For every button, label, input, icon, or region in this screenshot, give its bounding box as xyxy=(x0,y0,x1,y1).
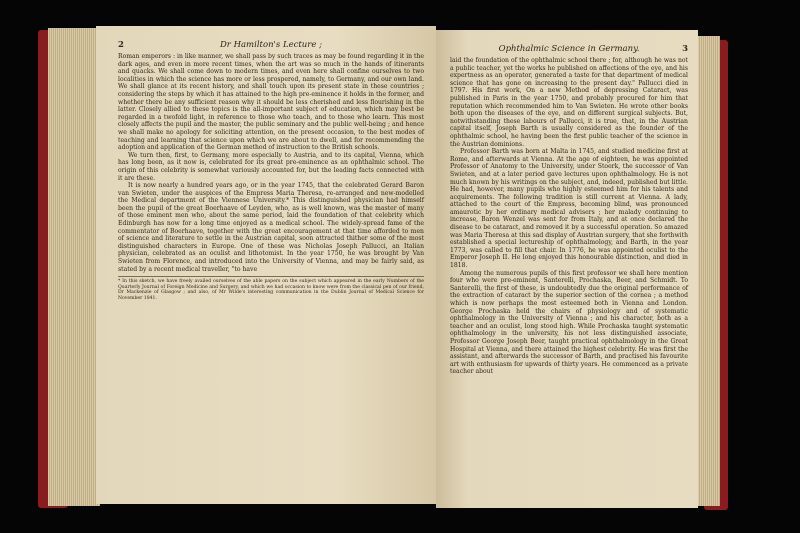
right-body-text xyxy=(450,57,688,376)
left-running-head xyxy=(118,40,424,50)
left-page xyxy=(96,26,436,504)
page-edges-left xyxy=(48,28,100,506)
open-book xyxy=(38,24,728,509)
paragraph: Among the numerous pupils of this first professor we shall here mention four who were pre-eminent, Santerelli, Prochaska, Beer, and Schmidt. To Santerelli, the first of these, is undoubtedly due the original performance of the extraction of cataract by the superior section of the cornea ; a method which is now perhaps the most esteemed both in Vienna and London. George Prochaska held the chairs of physiology and of systematic ophthalmology in the University of Vienna ; and his character, both as a teacher and an oculist, long stood high. While Prochaska taught systematic ophthalmology in the university, his not less distinguished associate, Professor George Joseph Beer, taught practical ophthalmology in the Great Hospital at Vienna, and there attained the highest celebrity. He was first the assistant, and afterwards the successor of Barth, and practised his favourite art with enthusiasm for upwards of thirty years. He commenced as a private teacher about xyxy=(450,269,688,376)
paragraph: Roman emperors : in like manner, we shall pass by such traces as may be found regarding it in the dark ages, and even in more recent times, when the art was so much in the hands of itinerants and quacks. We shall come down to modern times, and even here shall confine ourselves to two localities in which the science has more or less prospered, namely, to Germany, and our own land. We shall glance at its recent history, and shall touch upon its present state in these countries ; considering the steps by which it has attained to the high pre-eminence it holds in the former, and whether there be any sufficient reason why it should be less cherished and less flourishing in the latter. Closely allied to these topics is the all-important subject of education, which may best be regarded in a twofold light, in reference to those who teach, and to those who learn. This most closely affects the pupil and the master, the public seminary and the public well-being ; and hence we shall make no apology for soliciting attention, on the present occasion, to the best modes of teaching and learning that science upon which we are about to dwell, and for recommending the adoption and application of the German method of instruction to the British schools. xyxy=(118,53,424,152)
right-page xyxy=(436,30,698,508)
right-head-title: Ophthalmic Science in Germany. xyxy=(498,44,640,54)
paragraph: We turn then, first, to Germany, more especially to Austria, and to its capital, Vienna, which has long been, as it now is, celebrated for its great pre-eminence as an ophthalmic school. The origin of this celebrity is somewhat variously accounted for, but the leading facts connected with it are these. xyxy=(118,151,424,182)
right-running-head xyxy=(450,44,688,54)
left-body-text xyxy=(118,53,424,273)
paragraph: It is now nearly a hundred years ago, or in the year 1745, that the celebrated Gerard Baron van Swieten, under the auspices of the Empress Maria Theresa, re-arranged and new-modelled the Medical department of the Viennese University.* This distinguished physician had himself been the pupil of the great Boerhaave of Leyden, who, as is well known, was the master of many of those eminent men who, about the same period, laid the foundation of that celebrity which Edinburgh has now for a long time enjoyed as a medical school. The widely-spread fame of the commentator of Boerhaave, together with the great encouragement at that time afforded to men of science and literature to settle in the Austrian capital, soon attracted thither some of the most distinguished characters in Europe. One of these was Nicholas Joseph Pallucci, an Italian physician, celebrated as an oculist and lithotomist. In the year 1750, he was brought by Van Swieten from Florence, and introduced into the University of Vienna, and may be fairly said, as stated by a recent medical traveller, "to have xyxy=(118,182,424,273)
paragraph: laid the foundation of the ophthalmic school there ; for, although he was not a public teacher, yet the works he published on affections of the eye, and his expertness as an operator, generated a taste for that department of medical science that has gone on increasing to the present day." Pallucci died in 1797. His first work, On a new Method of depressing Cataract, was published in Paris in the year 1750, and probably procured for him that reputation which recommended him to Van Swieten. He wrote other books both upon the diseases of the eye, and on different surgical subjects. But, notwithstanding these labours of Pallucci, it is true, that, in the Austrian capital itself, Joseph Barth is usually considered as the founder of the ophthalmic school, he having been the first public teacher of the science in the Austrian dominions. xyxy=(450,57,688,148)
right-page-number: 3 xyxy=(682,44,688,54)
footnote: * In this sketch, we have freely availed ourselves of the able papers on the subject which appeared in the early Numbers of the Quarterly Journal of Foreign Medicine and Surgery, and which we had occasion to know were from the classical pen of our friend, Dr Mackenzie of Glasgow ; and also, of Mr Wilde's interesting communication in the Dublin Journal of Medical Science for November 1841. xyxy=(118,276,424,301)
paragraph: Professor Barth was born at Malta in 1745, and studied medicine first at Rome, and afterwards at Vienna. At the age of eighteen, he was appointed Professor of Anatomy to the University, under Stoerk, the successor of Van Swieten, and at a later period gave lectures upon ophthalmology. He is not much known by his writings on the subject, and, indeed, published but little. He had, however, many pupils who highly esteemed him for his talents and acquirements. The following tradition is still current at Vienna. A lady, attached to the court of the Empress, becoming blind, was pronounced amaurotic by her ordinary medical advisers ; her malady continuing to increase, Baron Wenzel was sent for from Italy, and at once declared the disease to be cataract, and removed it by a successful operation. So amazed was Maria Theresa at this sad display of Austrian surgery, that she forthwith established a special lectureship of ophthalmology, and Barth, in the year 1773, was called to fill that chair. In 1776, he was appointed oculist to the Emperor Joseph II. He long enjoyed this honourable distinction, and died in 1818. xyxy=(450,148,688,270)
left-page-number: 2 xyxy=(118,40,124,50)
left-head-title: Dr Hamilton's Lecture ; xyxy=(219,40,322,50)
